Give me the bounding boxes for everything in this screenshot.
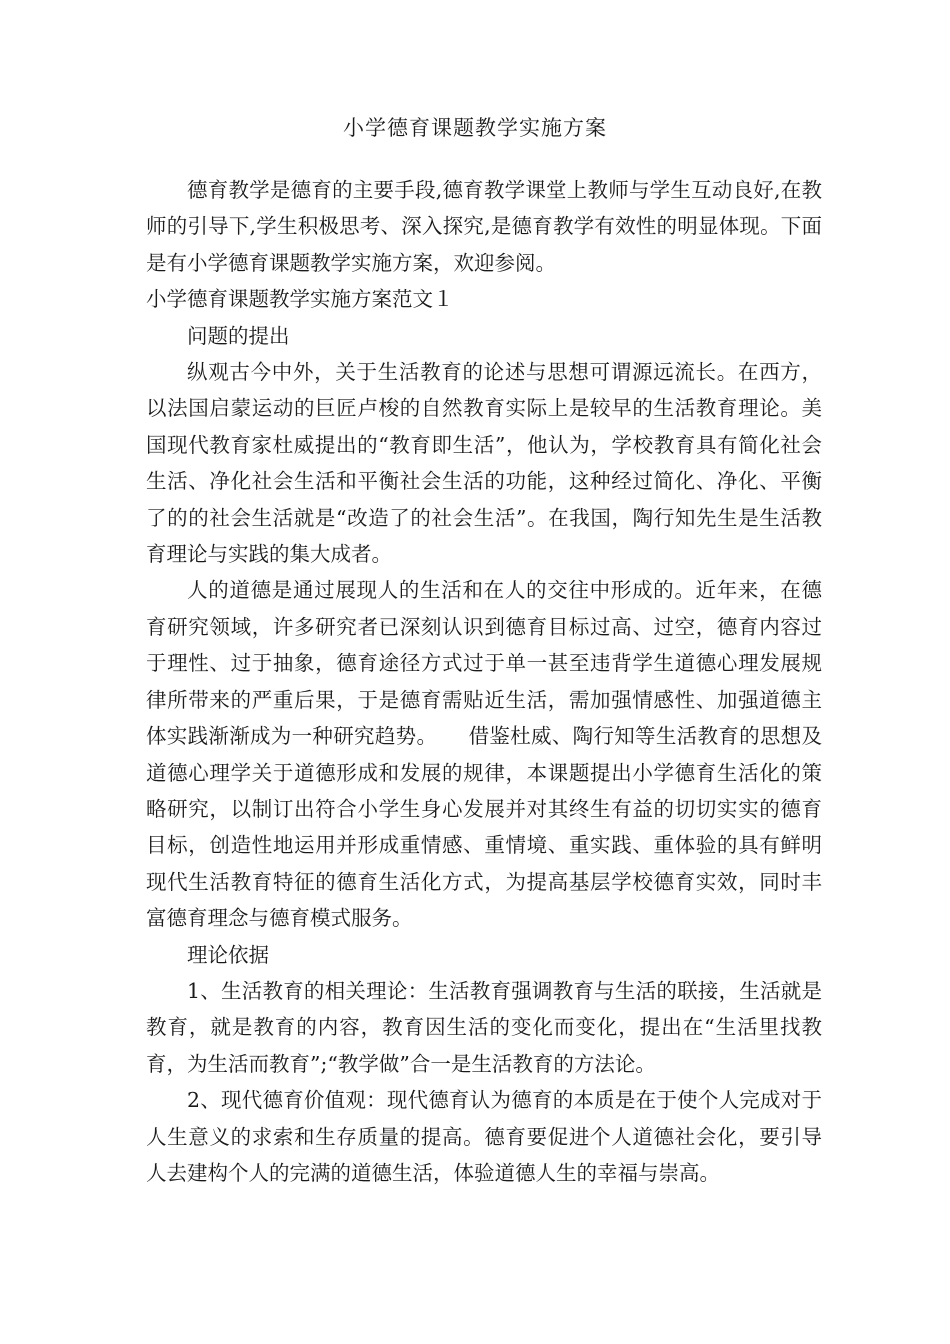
- document-body: [146, 172, 822, 1191]
- paragraph-theory-1: 1、生活教育的相关理论：生活教育强调教育与生活的联接，生活就是教育，就是教育的内容，教育因生活的变化而变化，提出在“生活里找教育，为生活而教育”;“教学做”合一是生活教育的方法论。: [146, 978, 822, 1076]
- section-heading-problem: 问题的提出: [187, 323, 290, 348]
- document-title: 小学德育课题教学实施方案: [343, 116, 607, 140]
- intro-paragraph: 德育教学是德育的主要手段,德育教学课堂上教师与学生互动良好,在教师的引导下,学生积极思考、深入探究,是德育教学有效性的明显体现。下面是有小学德育课题教学实施方案，欢迎参阅。: [146, 178, 822, 275]
- sample-heading: 小学德育课题教学实施方案范文１: [146, 287, 454, 312]
- paragraph-problem-1: 纵观古今中外，关于生活教育的论述与思想可谓源远流长。在西方，以法国启蒙运动的巨匠卢梭的自然教育实际上是较早的生活教育理论。美国现代教育家杜威提出的“教育即生活”，他认为，学校教育具有简化社会生活、净化社会生活和平衡社会生活的功能，这种经过简化、净化、平衡了的的社会生活就是“改造了的社会生活”。在我国，陶行知先生是生活教育理论与实践的集大成者。: [146, 360, 822, 567]
- section-heading-theory: 理论依据: [187, 942, 269, 967]
- paragraph-problem-2: 人的道德是通过展现人的生活和在人的交往中形成的。近年来，在德育研究领域，许多研究者已深刻认识到德育目标过高、过空，德育内容过于理性、过于抽象，德育途径方式过于单一甚至违背学生道德心理发展规律所带来的严重后果，于是德育需贴近生活，需加强情感性、加强道德主体实践渐渐成为一种研究趋势。 借鉴杜威、陶行知等生活教育的思想及道德心理学关于道德形成和发展的规律，本课题提出小学德育生活化的策略研究，以制订出符合小学生身心发展并对其终生有益的切切实实的德育目标，创造性地运用并形成重情感、重情境、重实践、重体验的具有鲜明现代生活教育特征的德育生活化方式，为提高基层学校德育实效，同时丰富德育理念与德育模式服务。: [146, 578, 822, 931]
- paragraph-theory-2: 2、现代德育价值观：现代德育认为德育的本质是在于使个人完成对于人生意义的求索和生存质量的提高。德育要促进个人道德社会化，要引导人去建构个人的完满的道德生活，体验道德人生的幸福与崇高。: [146, 1088, 822, 1185]
